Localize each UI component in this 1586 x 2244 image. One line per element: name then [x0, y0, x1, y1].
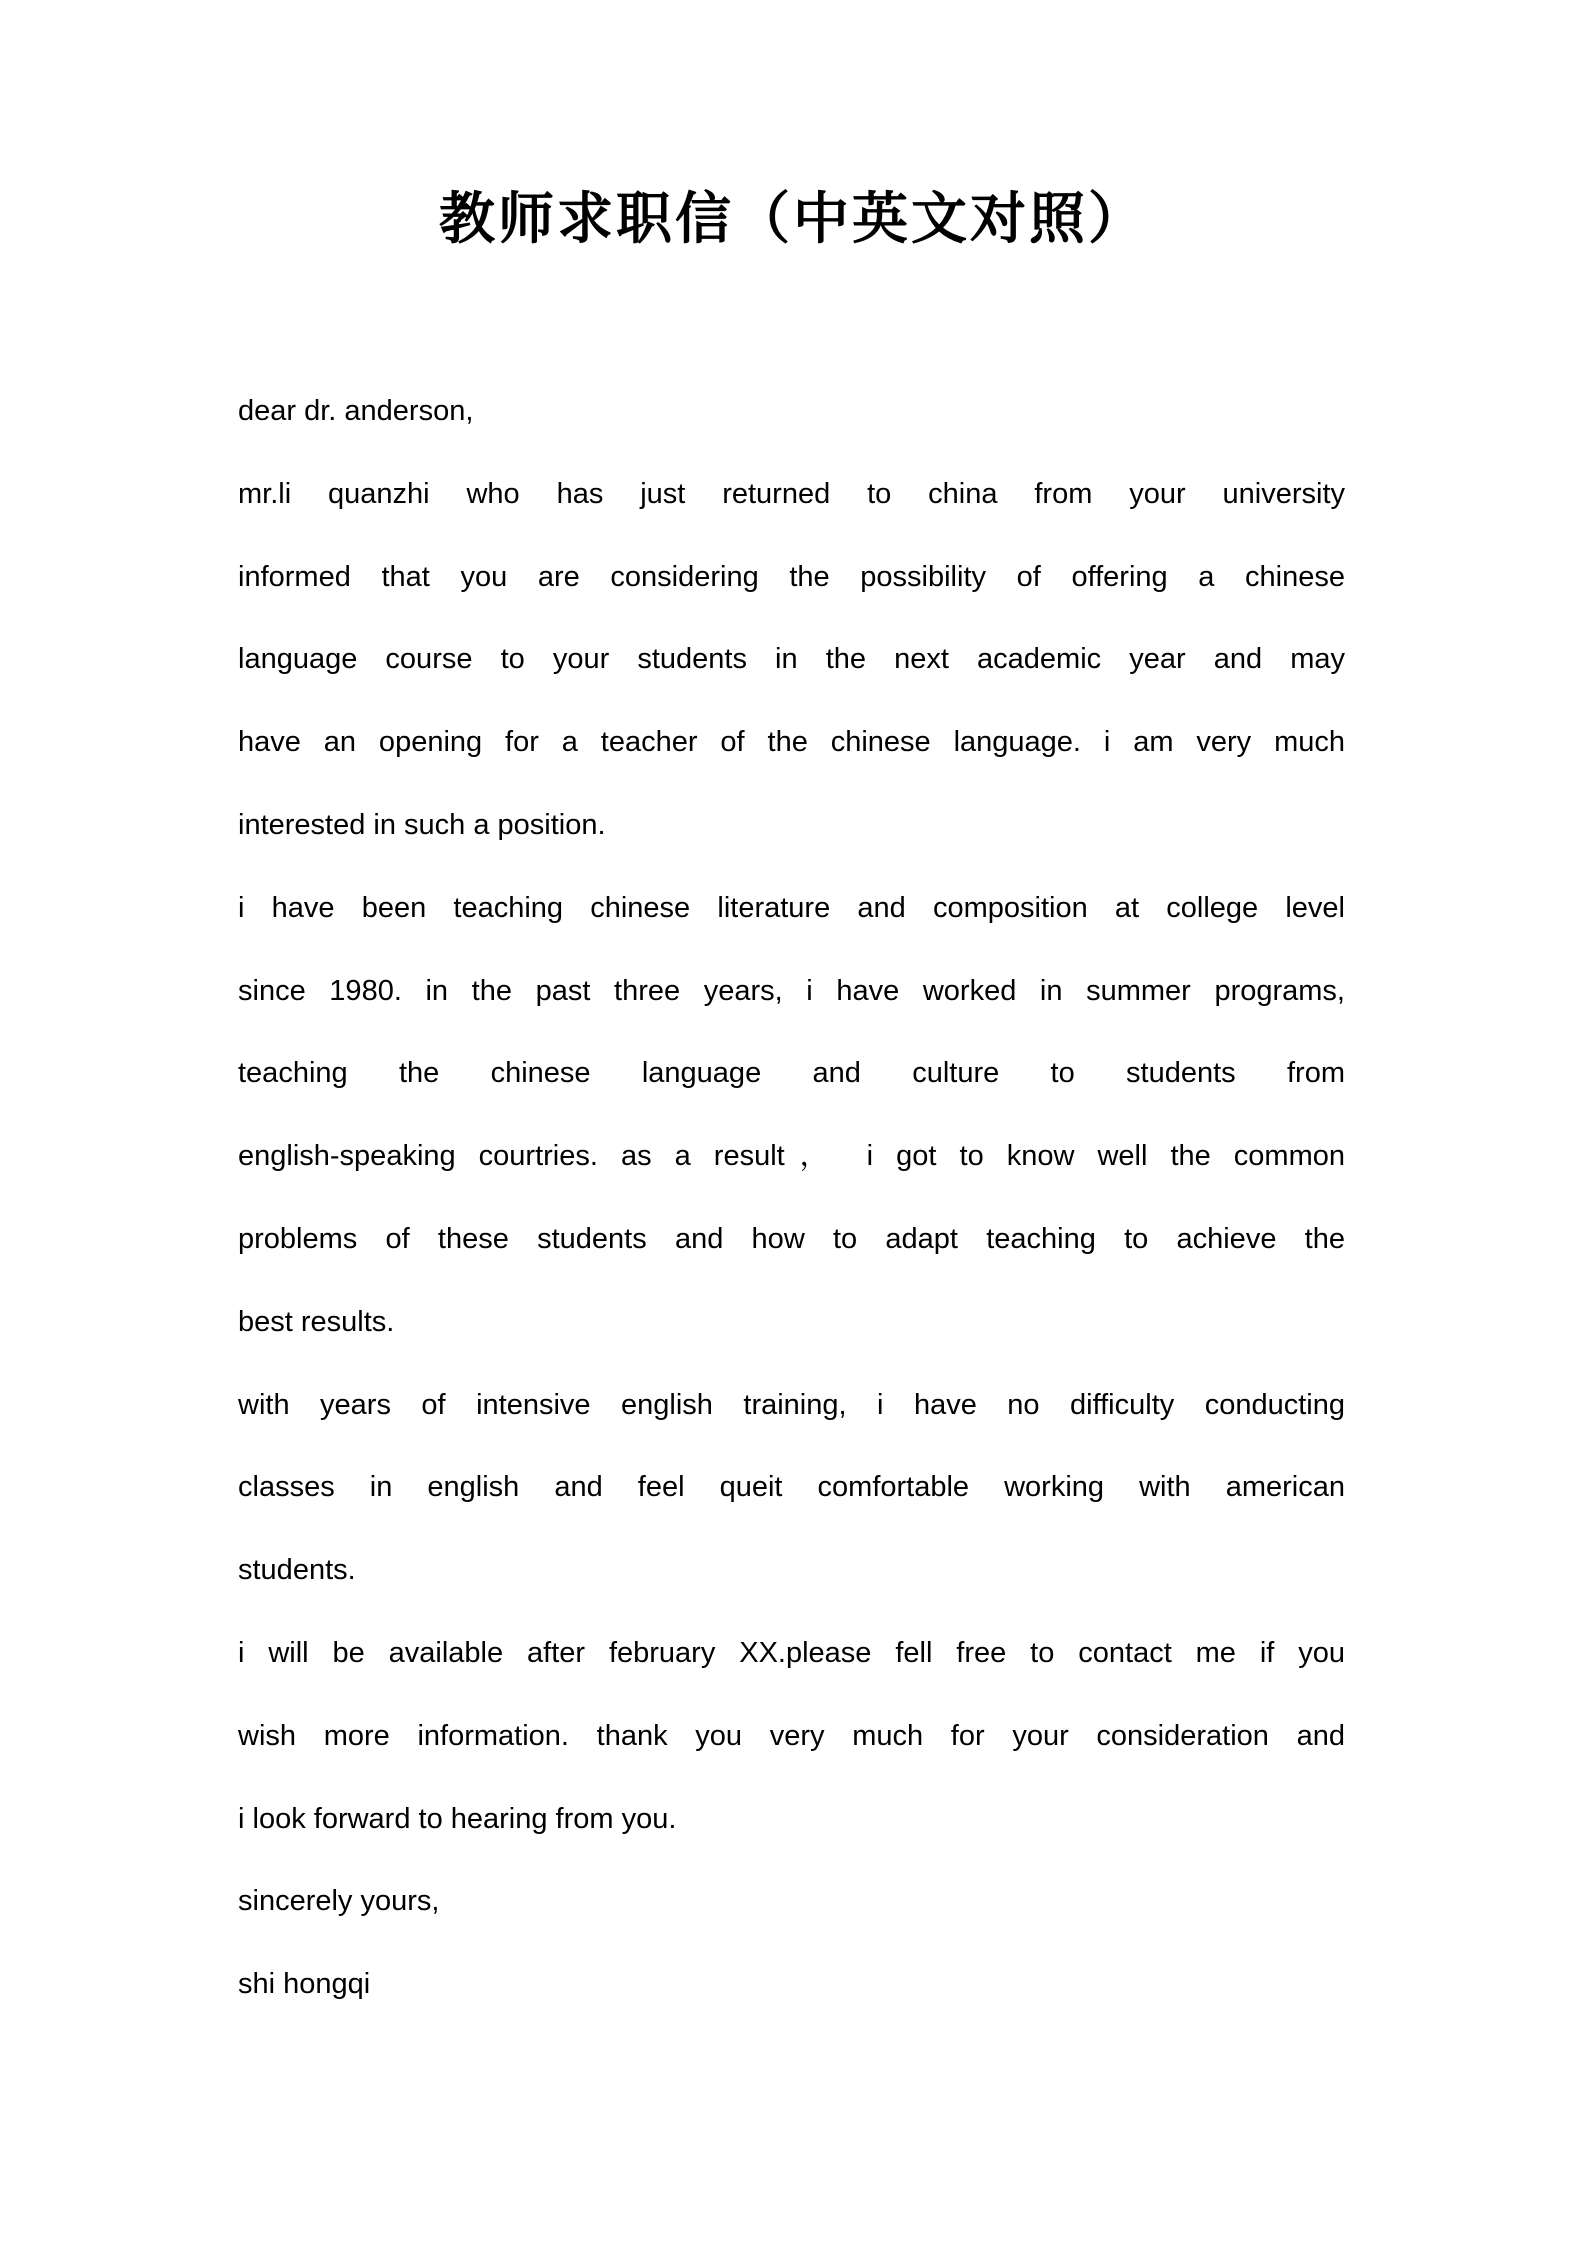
letter-line: with years of intensive english training, i have no difficulty conducting — [238, 1388, 1345, 1421]
letter-line: mr.li quanzhi who has just returned to china from your university — [238, 477, 1345, 510]
letter-body — [238, 370, 1345, 2026]
letter-line: i look forward to hearing from you. — [238, 1802, 677, 1835]
letter-line: wish more information. thank you very much for your consideration and — [238, 1719, 1345, 1752]
letter-line-closing: sincerely yours, — [238, 1885, 440, 1918]
letter-line: students. — [238, 1554, 356, 1587]
letter-line: have an opening for a teacher of the chinese language. i am very much — [238, 726, 1345, 759]
letter-line: i will be available after february XX.please fell free to contact me if you — [238, 1636, 1345, 1669]
letter-line: teaching the chinese language and culture to students from — [238, 1057, 1345, 1090]
letter-line: informed that you are considering the possibility of offering a chinese — [238, 560, 1345, 593]
letter-line-salutation: dear dr. anderson, — [238, 395, 474, 427]
document-title: 教师求职信（中英文对照） — [439, 189, 1147, 251]
letter-line: language course to your students in the next academic year and may — [238, 643, 1345, 676]
letter-line: i have been teaching chinese literature and composition at college level — [238, 891, 1345, 924]
letter-line: best results. — [238, 1305, 395, 1338]
letter-line: interested in such a position. — [238, 808, 606, 841]
letter-line-signature: shi hongqi — [238, 1968, 371, 2001]
letter-line: since 1980. in the past three years, i have worked in summer programs, — [238, 974, 1345, 1007]
letter-line: english-speaking courtries. as a result， i got to know well the common — [238, 1140, 1345, 1173]
letter-line: problems of these students and how to adapt teaching to achieve the — [238, 1222, 1345, 1255]
letter-line: classes in english and feel queit comfortable working with american — [238, 1471, 1345, 1504]
